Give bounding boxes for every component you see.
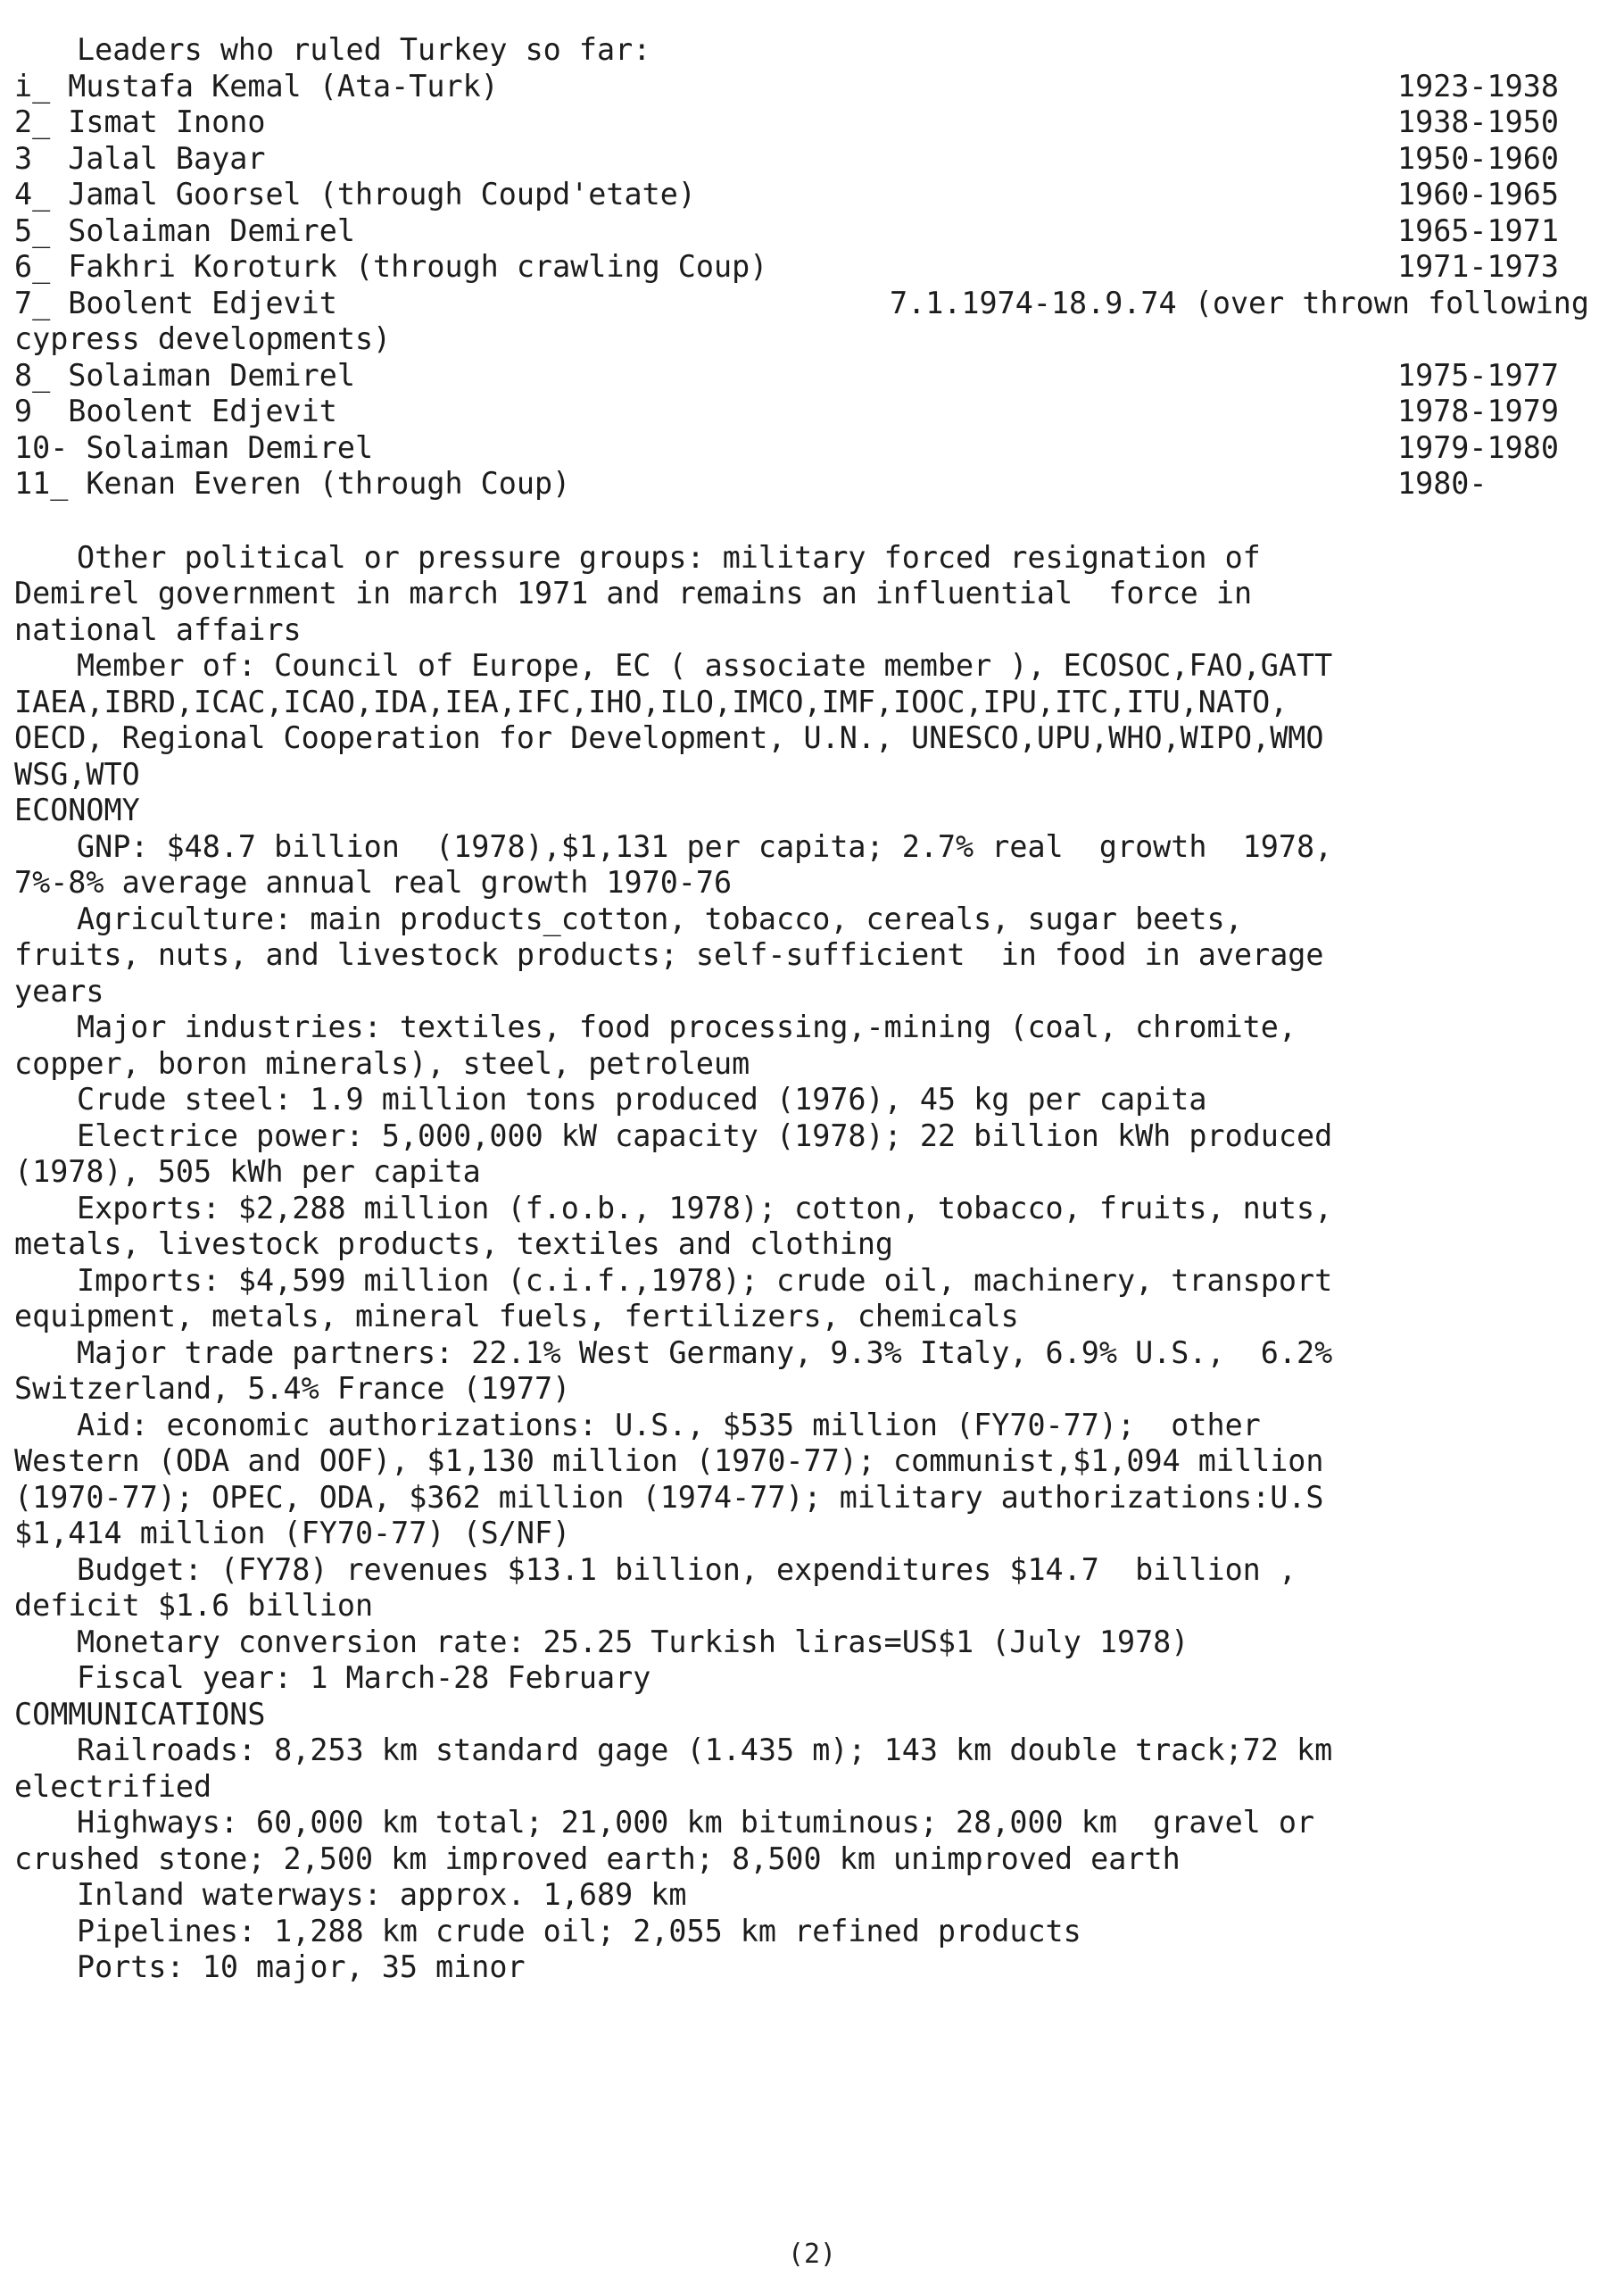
leader-row bbox=[14, 466, 1589, 503]
leader-name: i_ Mustafa Kemal (Ata-Turk) bbox=[14, 68, 499, 104]
paragraph-line: national affairs bbox=[14, 611, 302, 647]
leader-row bbox=[14, 213, 1589, 250]
paragraph-line: copper, boron minerals), steel, petroleum bbox=[14, 1045, 750, 1081]
leader-name: 4_ Jamal Goorsel (through Coupd'etate) bbox=[14, 177, 696, 212]
leader-name: 7_ Boolent Edjevit bbox=[14, 285, 337, 320]
paragraph-line: Agriculture: main products_cotton, tobacco, cereals, sugar beets, bbox=[77, 901, 1243, 936]
section-heading-economy: ECONOMY bbox=[14, 793, 140, 827]
leader-years: 1978-1979 bbox=[1397, 394, 1559, 428]
paragraph-line: Budget: (FY78) revenues $13.1 billion, expenditures $14.7 billion , bbox=[77, 1551, 1297, 1587]
leader-name: 11_ Kenan Everen (through Coup) bbox=[14, 466, 571, 501]
paragraph-line: Highways: 60,000 km total; 21,000 km bituminous; 28,000 km gravel or bbox=[77, 1805, 1315, 1840]
leader-row bbox=[14, 69, 1589, 105]
paragraph-line: Electrice power: 5,000,000 kW capacity (1978); 22 billion kWh produced bbox=[77, 1118, 1333, 1153]
leader-name: 8_ Solaiman Demirel bbox=[14, 357, 355, 393]
paragraph-line: Crude steel: 1.9 million tons produced (1976), 45 kg per capita bbox=[77, 1082, 1207, 1117]
paragraph-line: Major trade partners: 22.1% West Germany, 9.3% Italy, 6.9% U.S., 6.2% bbox=[77, 1334, 1333, 1370]
paragraph-line: OECD, Regional Cooperation for Development, U.N., UNESCO,UPU,WHO,WIPO,WMO bbox=[14, 720, 1324, 755]
leader-row-7 bbox=[14, 286, 1589, 322]
leader-row bbox=[14, 141, 1589, 178]
leader-name: 2_ Ismat Inono bbox=[14, 104, 266, 139]
paragraph-line: (1978), 505 kWh per capita bbox=[14, 1154, 481, 1189]
paragraph-line: WSG,WTO bbox=[14, 756, 140, 792]
paragraph-line: metals, livestock products, textiles and clothing bbox=[14, 1226, 894, 1261]
paragraph-line: (1970-77); OPEC, ODA, $362 million (1974-77); military authorizations:U.S bbox=[14, 1479, 1324, 1515]
leader-years: 1971-1973 bbox=[1397, 249, 1559, 284]
leader-row bbox=[14, 394, 1589, 430]
spacer bbox=[14, 503, 1589, 540]
paragraph-line: Pipelines: 1,288 km crude oil; 2,055 km refined products bbox=[77, 1913, 1081, 1948]
paragraph-line: Aid: economic authorizations: U.S., $535 million (FY70-77); other bbox=[77, 1407, 1261, 1442]
leader-detail-cont: cypress developments) bbox=[14, 321, 392, 356]
leader-years: 1980- bbox=[1397, 466, 1487, 501]
leader-row bbox=[14, 249, 1589, 286]
section-heading-communications: COMMUNICATIONS bbox=[14, 1696, 266, 1732]
paragraph-line: electrified bbox=[14, 1768, 212, 1804]
leader-name: 9 Boolent Edjevit bbox=[14, 394, 337, 428]
paragraph-line: Demirel government in march 1971 and remains an influential force in bbox=[14, 576, 1253, 611]
leader-name: 10- Solaiman Demirel bbox=[14, 429, 374, 465]
paragraph-line: Monetary conversion rate: 25.25 Turkish liras=US$1 (July 1978) bbox=[77, 1624, 1189, 1659]
paragraph-line: Railroads: 8,253 km standard gage (1.435 m); 143 km double track;72 km bbox=[77, 1732, 1333, 1767]
paragraph-line: Imports: $4,599 million (c.i.f.,1978); crude oil, machinery, transport bbox=[77, 1262, 1333, 1298]
paragraph-line: equipment, metals, mineral fuels, fertilizers, chemicals bbox=[14, 1299, 1019, 1334]
paragraph-line: Member of: Council of Europe, EC ( associate member ), ECOSOC,FAO,GATT bbox=[77, 648, 1333, 683]
leader-years: 1950-1960 bbox=[1397, 140, 1559, 176]
leader-name: 3 Jalal Bayar bbox=[14, 140, 266, 176]
paragraph-line: GNP: $48.7 billion (1978),$1,131 per capita; 2.7% real growth 1978, bbox=[77, 828, 1333, 864]
leader-detail: 7.1.1974-18.9.74 (over thrown following bbox=[889, 285, 1589, 320]
page-number: (2) bbox=[787, 2239, 837, 2270]
leader-row bbox=[14, 430, 1589, 467]
leader-name: 5_ Solaiman Demirel bbox=[14, 212, 355, 248]
document-body bbox=[14, 32, 1589, 1986]
paragraph-line: crushed stone; 2,500 km improved earth; 8,500 km unimproved earth bbox=[14, 1840, 1181, 1876]
leader-row bbox=[14, 177, 1589, 213]
leader-years: 1975-1977 bbox=[1397, 357, 1559, 393]
paragraph-line: Exports: $2,288 million (f.o.b., 1978); cotton, tobacco, fruits, nuts, bbox=[77, 1190, 1333, 1226]
paragraph-line: Major industries: textiles, food processing,-mining (coal, chromite, bbox=[77, 1010, 1297, 1044]
paragraph-line: Other political or pressure groups: military forced resignation of bbox=[77, 539, 1261, 575]
paragraph-line: Western (ODA and OOF), $1,130 million (1970-77); communist,$1,094 million bbox=[14, 1443, 1324, 1478]
paragraph-line: deficit $1.6 billion bbox=[14, 1588, 374, 1623]
paragraph-line: Ports: 10 major, 35 minor bbox=[77, 1949, 526, 1984]
leader-years: 1979-1980 bbox=[1397, 429, 1559, 465]
paragraph-line: Inland waterways: approx. 1,689 km bbox=[77, 1877, 687, 1912]
paragraph-line: 7%-8% average annual real growth 1970-76 bbox=[14, 865, 733, 900]
leader-row bbox=[14, 358, 1589, 395]
paragraph-line: fruits, nuts, and livestock products; self-sufficient in food in average bbox=[14, 937, 1324, 972]
leader-years: 1960-1965 bbox=[1397, 177, 1559, 212]
paragraph-line: IAEA,IBRD,ICAC,ICAO,IDA,IEA,IFC,IHO,ILO,IMCO,IMF,IOOC,IPU,ITC,ITU,NATO, bbox=[14, 684, 1288, 719]
paragraph-line: years bbox=[14, 973, 104, 1009]
leaders-heading: Leaders who ruled Turkey so far: bbox=[77, 32, 651, 67]
paragraph-line: Switzerland, 5.4% France (1977) bbox=[14, 1371, 571, 1406]
leader-name: 6_ Fakhri Koroturk (through crawling Coup) bbox=[14, 249, 768, 284]
leader-years: 1965-1971 bbox=[1397, 212, 1559, 248]
leader-row bbox=[14, 104, 1589, 141]
paragraph-line: Fiscal year: 1 March-28 February bbox=[77, 1660, 651, 1695]
leader-years: 1923-1938 bbox=[1397, 68, 1559, 104]
leader-years: 1938-1950 bbox=[1397, 104, 1559, 139]
paragraph-line: $1,414 million (FY70-77) (S/NF) bbox=[14, 1516, 571, 1550]
